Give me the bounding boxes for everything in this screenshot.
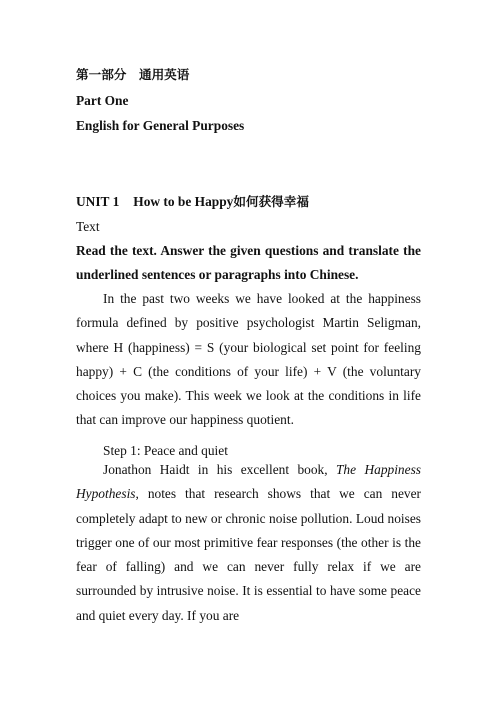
part-heading: Part One <box>76 93 129 108</box>
paragraph-step1-body: , notes that research shows that we can never completely adapt to new or chronic noise pollution. Loud noises trigger one of our most primitive fear responses (the other is the fear of falling) and we can never fully relax if we are surrounded by intrusive noise. It is essential to have some peace and quiet every day. If you are <box>76 486 421 623</box>
section-label: Text <box>76 219 100 234</box>
unit-title-chinese: 如何获得幸福 <box>233 194 309 209</box>
paragraph-step1-lead: Jonathon Haidt in his excellent book, <box>103 462 336 477</box>
step-heading: Step 1: Peace and quiet <box>103 443 228 458</box>
instructions: Read the text. Answer the given questions and translate the underlined sentences or paragraphs into Chinese. <box>76 243 421 283</box>
paragraph-step1 <box>76 458 421 628</box>
unit-number: UNIT 1 <box>76 194 120 209</box>
part-heading-chinese: 第一部分 通用英语 <box>76 67 190 82</box>
paragraph-intro: In the past two weeks we have looked at the happiness formula defined by positive psychologist Martin Seligman, where H (happiness) = S (your biological set point for feeling happy) + C (the conditions of your life) + V (the voluntary choices you make). This week we look at the conditions in life that can improve our happiness quotient. <box>76 291 421 428</box>
book-title: The Happiness Hypothesis <box>76 462 421 502</box>
unit-heading <box>76 194 309 210</box>
unit-title-english: How to be Happy <box>133 194 234 209</box>
part-subtitle: English for General Purposes <box>76 118 245 133</box>
